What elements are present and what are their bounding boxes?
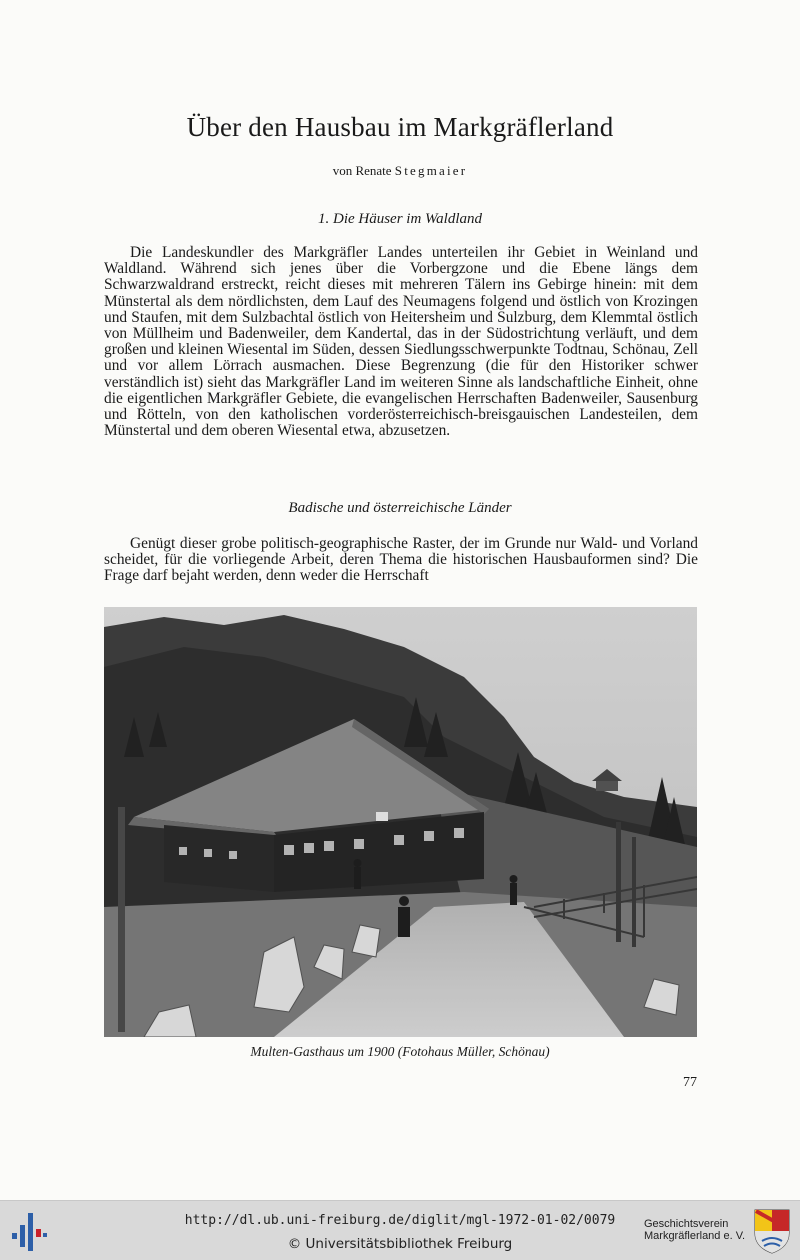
paragraph-landeskundler: Die Landeskundler des Markgräfler Landes unterteilen ihr Gebiet in Weinland und Waldland. Während sich jenes über die Vorbergzone und die Ebene längs dem Schwarzwaldrand erstreckt, reicht dieses mit mehreren Tälern ins Gebirge hinein: mit dem Münstertal als dem nördlichsten, dem Lauf des Neumagens folgend und östlich von Krozingen und Staufen, mit dem Sulzbachtal östlich von Heitersheim und Sulzburg, dem Klemmtal östlich von Müllheim und Badenweiler, dem Kandertal, das in der Südostrichtung verläuft, und dem großen und kleinen Wiesental im Süden, dessen Siedlungsschwerpunkte Todtnau, Schönau, Zell und vor allem Lörrach ausmachen. Diese Begrenzung (die für den Historiker schwer verständlich ist) sieht das Markgräfler Land im weiteren Sinne als landschaftliche Einheit, ohne die eigentlichen Markgräfler Gebiete, die evangelischen Herrschaften Badenweiler, Sausenburg und Rötteln, von den katholischen vorderösterreichisch-breisgauischen Landesteilen, dem Münstertal und dem oberen Wiesental etwa, abzusetzen. — [104, 244, 698, 440]
society-name-line1: Geschichtsverein — [644, 1218, 729, 1230]
section-heading-waldland: 1. Die Häuser im Waldland — [317, 211, 483, 227]
author-prefix: von Renate — [332, 163, 392, 178]
permalink-url[interactable]: http://dl.ub.uni-freiburg.de/diglit/mgl-1972-01-02/0079 — [184, 1213, 616, 1228]
coat-of-arms-icon[interactable] — [752, 1207, 792, 1255]
author-name: Stegmaier — [394, 163, 468, 178]
section-heading-laender: Badische und österreichische Länder — [288, 500, 512, 516]
page-number: 77 — [683, 1075, 697, 1090]
article-author — [0, 163, 800, 179]
historic-photo-multen-gasthaus — [104, 607, 697, 1037]
society-name-line2: Markgräflerland e. V. — [644, 1230, 746, 1242]
article-title: Über den Hausbau im Markgräflerland — [186, 112, 614, 142]
paragraph-raster: Genügt dieser grobe politisch-geographische Raster, der im Grunde nur Wald- und Vorland scheidet, für die vorliegende Arbeit, deren Thema die historischen Hausbauformen sind? Die Frage darf bejaht werden, denn weder die Herrschaft — [104, 535, 698, 585]
copyright-notice: © Universitätsbibliothek Freiburg — [287, 1236, 513, 1252]
society-name — [644, 1218, 754, 1242]
photo-caption: Multen-Gasthaus um 1900 (Fotohaus Müller, Schönau) — [250, 1044, 550, 1059]
viewer-footer — [0, 1200, 800, 1260]
